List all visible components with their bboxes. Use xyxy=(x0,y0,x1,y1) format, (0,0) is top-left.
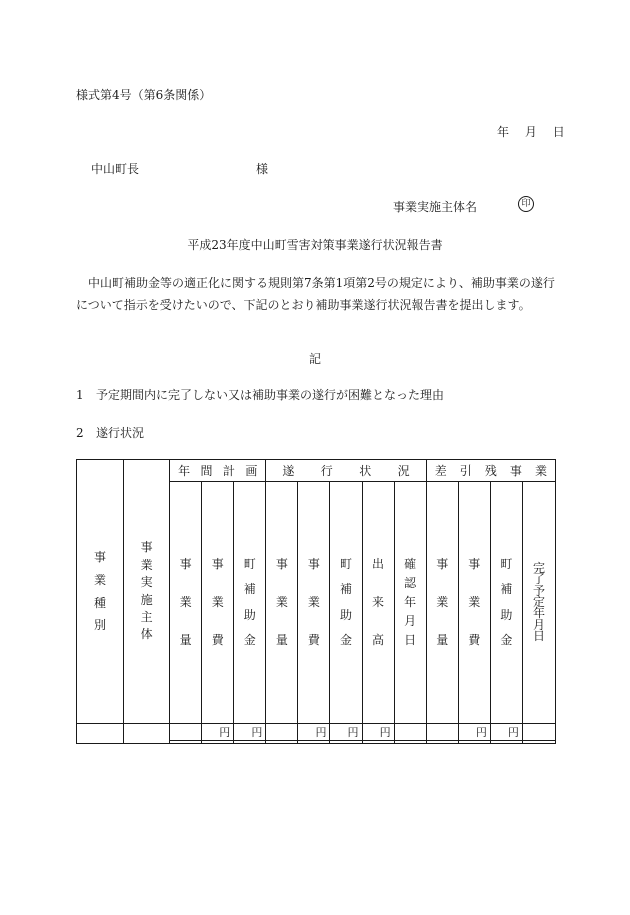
header-sashihiki-zan-jigyo: 差 引 残 事 業 xyxy=(426,460,555,482)
remain-chohojokin: 町 補 助 金 xyxy=(490,482,522,724)
form-number: 様式第4号（第6条関係） xyxy=(76,88,212,102)
item-1-number: 1 xyxy=(76,388,84,402)
item-1-text: 予定期間内に完了しない又は補助事業の遂行が困難となった理由 xyxy=(96,388,445,402)
plan-chohojokin: 町 補 助 金 xyxy=(234,482,266,724)
cell-remain-chohojokin[interactable]: 円 xyxy=(490,724,522,741)
date-day: 日 xyxy=(552,125,565,139)
seal-mark: 印 xyxy=(518,196,534,212)
plan-jigyoryo: 事 業 量 xyxy=(170,482,202,724)
cell-status-kakunin[interactable] xyxy=(394,724,426,741)
body-paragraph: 中山町補助金等の適正化に関する規則第7条第1項第2号の規定により、補助事業の遂行について指示を受けたいので、下記のとおり補助事業遂行状況報告書を提出します。 xyxy=(76,276,555,312)
header-jigyo-shubetsu: 事 業 種 別 xyxy=(77,460,124,724)
status-chohojokin: 町 補 助 金 xyxy=(330,482,362,724)
cell-jigyo-shubetsu[interactable] xyxy=(77,724,124,744)
date-month: 月 xyxy=(524,125,537,139)
cell-remain-kanryo[interactable] xyxy=(522,724,555,741)
document-title: 平成23年度中山町雪害対策事業遂行状況報告書 xyxy=(187,238,443,252)
applicant-label: 事業実施主体名 xyxy=(393,200,478,214)
item-2-text: 遂行状況 xyxy=(96,426,145,440)
status-table xyxy=(76,459,556,744)
cell-status-chohojokin[interactable]: 円 xyxy=(330,724,362,741)
date-year: 年 xyxy=(497,125,510,139)
status-dekidaka: 出 来 高 xyxy=(362,482,394,724)
data-row xyxy=(77,724,556,741)
header-nenkan-keikaku: 年 間 計 画 xyxy=(170,460,266,482)
item-1 xyxy=(76,386,444,403)
addressee-honorific: 様 xyxy=(256,162,269,176)
date-line xyxy=(497,123,565,140)
cell-status-jigyoryo[interactable] xyxy=(266,724,298,741)
cell-plan-jigyoryo[interactable] xyxy=(170,724,202,741)
remain-jigyoryo: 事 業 量 xyxy=(426,482,458,724)
plan-jigyohi: 事 業 費 xyxy=(202,482,234,724)
cell-jisshi-shutai[interactable] xyxy=(124,724,170,744)
ki-heading: 記 xyxy=(308,352,321,366)
item-2 xyxy=(76,424,144,441)
header-jigyo-jisshi-shutai: 事 業 実 施 主 体 xyxy=(124,460,170,724)
cell-status-dekidaka[interactable]: 円 xyxy=(362,724,394,741)
addressee-name: 中山町長 xyxy=(91,162,140,176)
remain-jigyohi: 事 業 費 xyxy=(458,482,490,724)
cell-plan-chohojokin[interactable]: 円 xyxy=(234,724,266,741)
status-kakunin-date: 確 認 年 月 日 xyxy=(394,482,426,724)
cell-status-jigyohi[interactable]: 円 xyxy=(298,724,330,741)
item-2-number: 2 xyxy=(76,426,84,440)
status-jigyohi: 事 業 費 xyxy=(298,482,330,724)
remain-kanryo-date: 完 了 予 定 年 月 日 xyxy=(522,482,555,724)
status-jigyoryo: 事 業 量 xyxy=(266,482,298,724)
header-suiko-jokyo: 遂 行 状 況 xyxy=(266,460,426,482)
cell-remain-jigyohi[interactable]: 円 xyxy=(458,724,490,741)
cell-remain-jigyoryo[interactable] xyxy=(426,724,458,741)
cell-plan-jigyohi[interactable]: 円 xyxy=(202,724,234,741)
